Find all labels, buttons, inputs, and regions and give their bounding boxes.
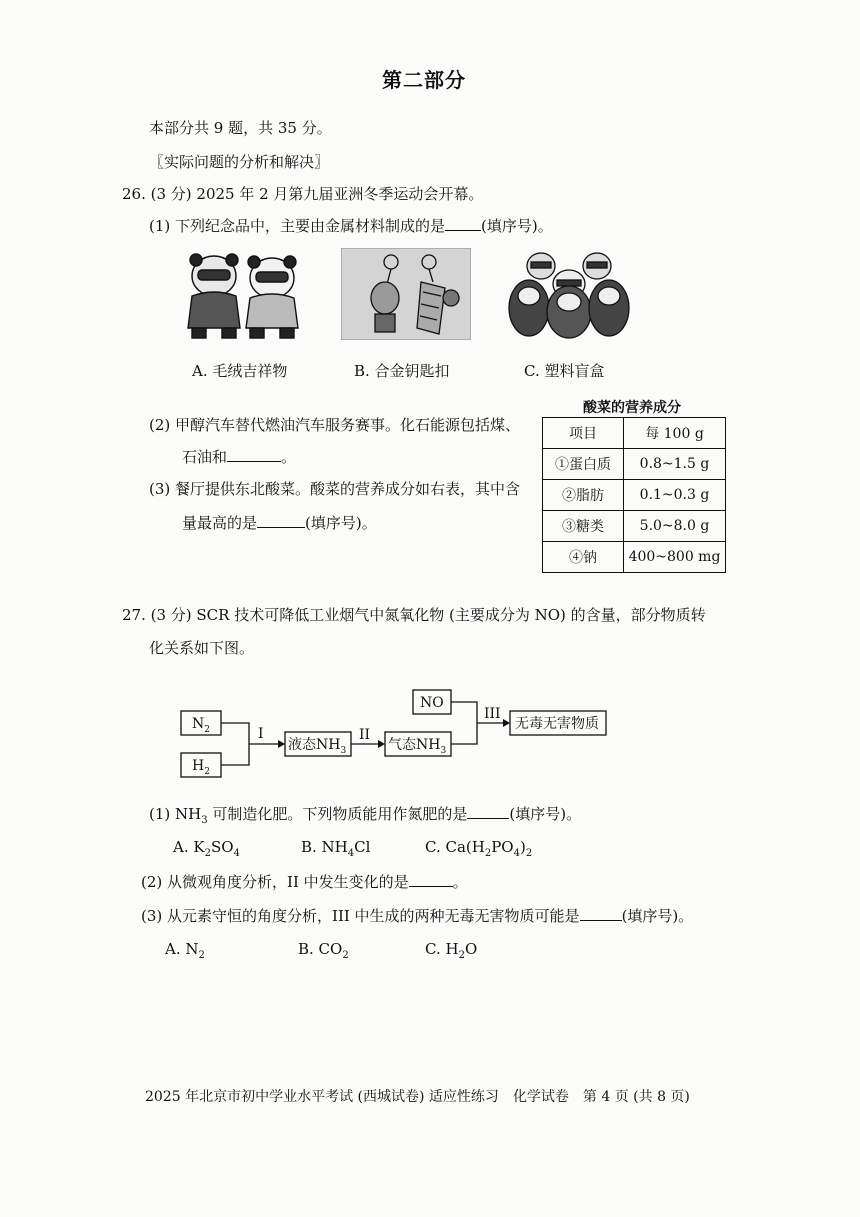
- table-cell: 0.1~0.3 g: [624, 480, 726, 511]
- product-label: 无毒无害物质: [515, 716, 599, 732]
- liquid-nh3-label: 液态$NH_3$: [288, 737, 347, 756]
- q26-part2-line2: [182, 446, 296, 467]
- q26-part2-text: 石油和: [182, 448, 228, 466]
- table-cell: 400~800 mg: [624, 542, 726, 573]
- q26-part2-line1: (2) 甲醇汽车替代燃油汽车服务赛事。化石能源包括煤、: [149, 416, 521, 434]
- q27-p3-option-b: B. $CO_2$: [298, 940, 349, 961]
- q27-part2-text: (2) 从微观角度分析，II 中发生变化的是: [141, 873, 409, 891]
- table-header-row: [543, 418, 726, 449]
- table-row: [543, 449, 726, 480]
- q26-stem: 26. (3 分) 2025 年 2 月第九届亚洲冬季运动会开幕。: [122, 185, 484, 203]
- q27-part3: [141, 905, 693, 926]
- answer-blank[interactable]: [580, 906, 622, 921]
- step-i-label: I: [258, 726, 264, 742]
- n2-label: $N_2$: [192, 716, 210, 735]
- nutrition-table: [542, 417, 726, 573]
- table-row: [543, 480, 726, 511]
- arrow-head-icon: [378, 740, 385, 748]
- q27-stem-line2: 化关系如下图。: [149, 639, 255, 657]
- answer-blank[interactable]: [409, 872, 453, 887]
- q27-part1-text: (1) NH: [149, 805, 202, 823]
- section-intro: 本部分共 9 题，共 35 分。: [149, 119, 332, 137]
- q26-part1-text: (1) 下列纪念品中，主要由金属材料制成的是: [149, 217, 446, 235]
- q27-part1-text: 可制造化肥。下列物质能用作氮肥的是: [207, 805, 468, 823]
- q27-part3-text: (3) 从元素守恒的角度分析，III 中生成的两种无毒无害物质可能是: [141, 907, 580, 925]
- q26-option-c: C. 塑料盲盒: [524, 362, 605, 380]
- gas-nh3-label: 气态$NH_3$: [388, 737, 447, 756]
- q27-p1-option-b: B. $NH_4Cl$: [301, 838, 371, 859]
- arrow-head-icon: [503, 719, 510, 727]
- plastic-blind-box-image: [503, 246, 635, 340]
- question-category: 〖实际问题的分析和解决〗: [149, 153, 330, 171]
- answer-blank[interactable]: [467, 804, 509, 819]
- table-cell: ①蛋白质: [543, 449, 624, 480]
- q26-option-a: A. 毛绒吉祥物: [192, 362, 288, 380]
- q26-option-b: B. 合金钥匙扣: [354, 362, 450, 380]
- subscript: 3: [201, 815, 208, 826]
- q26-part1: [149, 215, 553, 236]
- q27-part1: [149, 803, 581, 826]
- answer-blank[interactable]: [445, 216, 481, 231]
- q27-p3-option-a: A. $N_2$: [165, 940, 205, 961]
- table-header-cell: 项目: [543, 418, 624, 449]
- table-cell: 0.8~1.5 g: [624, 449, 726, 480]
- answer-blank[interactable]: [257, 513, 305, 528]
- answer-blank[interactable]: [227, 447, 281, 462]
- table-cell: ④钠: [543, 542, 624, 573]
- nutrition-table-caption: 酸菜的营养成分: [583, 400, 681, 416]
- table-row: [543, 511, 726, 542]
- q26-part3-tail: (填序号)。: [305, 514, 377, 532]
- merge-line: [451, 702, 477, 744]
- merge-line: [221, 723, 249, 765]
- q27-stem-line1: 27. (3 分) SCR 技术可降低工业烟气中氮氧化物 (主要成分为 NO) 的含量，部分物质转: [122, 606, 706, 624]
- q27-p3-option-c: C. $H_2O$: [425, 940, 478, 961]
- conversion-flow-diagram: [175, 682, 615, 782]
- q26-part2-tail: 。: [281, 448, 297, 466]
- h2-label: $H_2$: [192, 758, 210, 777]
- q27-p1-option-a: A. $K_2SO_4$: [173, 838, 240, 859]
- q26-part3-line1: (3) 餐厅提供东北酸菜。酸菜的营养成分如右表，其中含: [149, 480, 521, 498]
- step-iii-label: III: [484, 706, 501, 722]
- table-row: [543, 542, 726, 573]
- q26-part1-tail: (填序号)。: [481, 217, 553, 235]
- q27-p1-option-c: C. $Ca(H_2PO_4)_2$: [425, 838, 533, 859]
- table-header-cell: 每 100 g: [624, 418, 726, 449]
- alloy-keychain-image: [341, 248, 471, 340]
- q27-part3-tail: (填序号)。: [621, 907, 694, 925]
- table-cell: ②脂肪: [543, 480, 624, 511]
- q27-part1-tail: (填序号)。: [509, 805, 582, 823]
- no-label: NO: [420, 695, 444, 711]
- q26-part3-text: 量最高的是: [182, 514, 258, 532]
- table-cell: 5.0~8.0 g: [624, 511, 726, 542]
- plush-mascot-image: [178, 248, 308, 340]
- arrow-head-icon: [278, 740, 285, 748]
- q27-part2-tail: 。: [452, 873, 468, 891]
- section-title: 第二部分: [382, 68, 466, 92]
- step-ii-label: II: [359, 727, 371, 743]
- q26-part3-line2: [182, 512, 377, 533]
- table-cell: ③糖类: [543, 511, 624, 542]
- q27-part2: [141, 871, 468, 892]
- page-footer: 2025 年北京市初中学业水平考试 (西城试卷) 适应性练习 化学试卷 第 4 页 (共 8 页): [145, 1089, 690, 1105]
